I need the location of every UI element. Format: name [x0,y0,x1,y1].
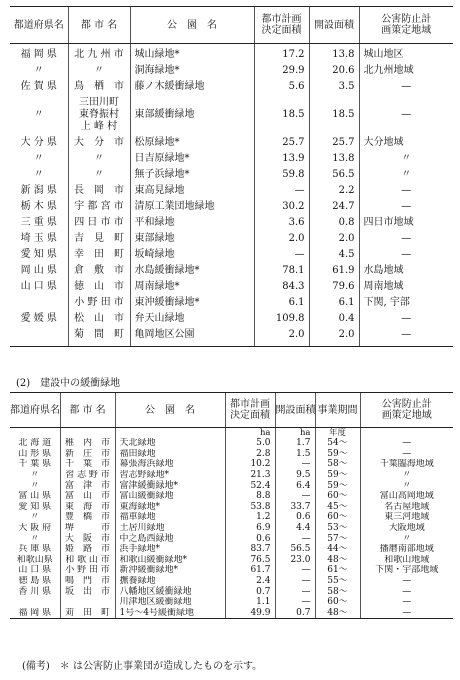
table-cell: 山 口 県 [20,281,57,292]
table-cell: 播磨南部地域 [360,544,453,555]
table-cell: 58〜 [315,459,360,470]
table-cell: 亀岡地区公園 [130,327,254,347]
table-cell: 4.5 [309,247,359,263]
table-row [10,79,453,95]
table-cell: 周南地域 [359,279,453,295]
table-cell: 〃 [68,167,130,183]
table-cell: 堺 市 [60,523,115,534]
table-cell: 〃 [360,470,453,481]
table-cell: — [275,459,315,470]
table-row [10,480,453,491]
t1-header-1: 都 市 名 [68,7,130,44]
table-row [10,597,453,608]
table-cell: 平和緑地 [130,215,254,231]
table-cell: 13.8 [309,44,359,64]
table-row [10,263,453,279]
table-row [10,167,453,183]
table-cell: 徳 山 市 [68,279,130,295]
table-cell: 53〜 [315,523,360,534]
table-cell: 習志野緑地* [115,470,225,481]
table-cell: 〃 [68,151,130,167]
table-cell: 18.5 [254,95,309,135]
table-cell: 八幡地区緩衝緑地 [115,586,225,597]
table-row [10,491,453,502]
table-cell: — [360,438,453,449]
table-cell: 大分地域 [359,135,453,151]
table-cell: 17.2 [254,44,309,64]
table-cell: 57〜 [315,533,360,544]
table-cell: 109.8 [254,311,309,327]
table-cell [10,327,68,347]
table-cell: 坂崎緑地 [130,247,254,263]
table-cell: 6.9 [225,523,275,534]
table-cell: 日吉原緑地* [130,151,254,167]
table-row [10,449,453,460]
table-cell: 習 志 野 市 [60,470,115,481]
table-row [10,459,453,470]
table-cell: 浜手緑地* [115,544,225,555]
table-row [10,565,453,576]
unit-cell: ha [275,428,315,439]
table-cell: 城山緑地* [130,44,254,64]
table-cell: 49.9 [225,608,275,619]
table-cell: — [359,311,453,327]
table-cell: 大阪地域 [360,523,453,534]
table-cell: 洞海緑地* [130,63,254,79]
table-cell: 千 葉 県 [18,459,52,470]
table-cell: 幕張海浜緑地 [115,459,225,470]
table-cell: 3.6 [254,215,309,231]
table-cell: 1.2 [225,512,275,523]
table-cell: 倉 敷 市 [68,263,130,279]
table-cell: — [254,183,309,199]
unit-cell [115,428,225,439]
table-cell: 千 葉 市 [60,459,115,470]
table-cell: 藤ノ木緩衝緑地 [130,79,254,95]
table-cell: 苅 田 町 [60,608,115,619]
table-cell: 13.8 [309,151,359,167]
table-cell: — [254,247,309,263]
table-cell: 埼 玉 県 [20,233,57,244]
table-cell: 水島地域 [359,263,453,279]
table-cell: 三 重 県 [20,217,57,228]
table-cell: 川津地区緩衝緑地 [115,597,225,608]
table-cell: 四 日 市 市 [68,215,130,231]
table-cell: — [360,449,453,460]
table-row [10,523,453,534]
table-row [10,44,453,64]
table-cell: 松 山 市 [68,311,130,327]
table-cell: 四日市地域 [359,215,453,231]
table-cell: 無子浜緑地* [130,167,254,183]
table-row [10,533,453,544]
table-cell: 長 岡 市 [68,183,130,199]
table-cell: 2.2 [309,183,359,199]
table-row [10,135,453,151]
table-row [10,544,453,555]
table-row [10,247,453,263]
table-cell: 33.7 [275,502,315,513]
table-cell: 名古屋地域 [360,502,453,513]
table-cell: 60〜 [315,597,360,608]
unit-cell [360,428,453,439]
table-cell: 東 海 市 [60,502,115,513]
unit-row [10,428,453,439]
table-cell: — [359,79,453,95]
table-cell: 53.8 [225,502,275,513]
table-cell: 〃 [33,65,44,76]
table-cell: 23.0 [275,555,315,566]
table-cell: 栃 木 県 [20,201,57,212]
table-cell: 佐 賀 県 [20,81,57,92]
table-row [10,438,453,449]
table-cell: 富 津 市 [60,480,115,491]
table-cell: 撫養緑地 [115,576,225,587]
table-cell: 13.9 [254,151,309,167]
table-cell: 和 歌 山 市 [60,555,115,566]
table-row [10,311,453,327]
table-cell: — [275,597,315,608]
table-cell: 北 海 道 [18,438,52,449]
table-cell: 福 岡 県 [10,608,60,619]
table-cell: 79.6 [309,279,359,295]
table-cell: 0.8 [309,215,359,231]
table-row [10,608,453,619]
table-cell: 54〜 [315,438,360,449]
table-row [10,502,453,513]
table-cell: 菊 間 町 [68,327,130,347]
table-cell: 山 口 県 [18,565,52,576]
table-cell: 2.0 [254,231,309,247]
table-cell: 55〜 [315,576,360,587]
table-cell: 富山高岡地域 [360,491,453,502]
table-cell: — [360,608,453,619]
table-cell: 福田緑地 [115,449,225,460]
table-cell: 〃 [30,470,40,481]
table-cell: 0.6 [225,533,275,544]
table-cell: 下関, 宇部 [359,295,453,311]
table-cell: — [360,576,453,587]
table-cell: 1.7 [275,438,315,449]
t1-header-3: 都市計画 決定面積 [254,7,309,44]
table-cell: 1.5 [275,449,315,460]
table-cell: 2.0 [309,327,359,347]
table-row [10,183,453,199]
table-cell: 三田川町 東脊振村 上 峰 村 [68,95,130,135]
table-cell: 福車緑地 [115,512,225,523]
table-cell: 富山緩衝緑地 [115,491,225,502]
table-cell: 兵 庫 県 [18,544,52,555]
unit-cell: ha [225,428,275,439]
unit-cell: 年度 [315,428,360,439]
table-cell: — [360,597,453,608]
table-cell: 東高見緑地 [130,183,254,199]
table-cell: 大 分 県 [20,137,57,148]
table-cell: 〃 [30,480,40,491]
table-cell: 東部緑地 [130,231,254,247]
table-cell: 29.9 [254,63,309,79]
table-row [10,327,453,347]
table-cell: 山 形 県 [18,448,52,459]
table-cell: 52.4 [225,480,275,491]
table-cell: 20.6 [309,63,359,79]
table-cell: 坂 出 市 [60,586,115,597]
table-cell: 東部緩衝緑地 [130,95,254,135]
table-cell: 新 庄 市 [60,449,115,460]
table-cell: 2.0 [309,231,359,247]
unit-cell [60,428,115,439]
table-row [10,512,453,523]
table-cell: 2.8 [225,449,275,460]
table-cell: 6.1 [254,295,309,311]
table-cell: 44〜 [315,544,360,555]
table-row [10,215,453,231]
t2-header-6: 公害防止計 画策定地域 [360,393,453,428]
table-cell: 59.8 [254,167,309,183]
table-cell: 千葉臨海地域 [360,459,453,470]
table-cell: 18.5 [309,95,359,135]
table-cell: 和歌山地域 [360,555,453,566]
table-cell: 61.9 [309,263,359,279]
table-cell: 大 阪 市 [60,533,115,544]
table-cell: 2.0 [254,327,309,347]
table-cell: 富 山 県 [18,491,52,502]
table-cell: 8.8 [225,491,275,502]
table-cell: 〃 [30,533,40,544]
t2-header-3: 都市計画 決定面積 [225,393,275,428]
table-row [10,231,453,247]
table-cell: 1号〜4号緩衝緑地 [115,608,225,619]
table-cell: — [359,199,453,215]
table-cell: 新 潟 県 [20,185,57,196]
table-cell: 2.4 [225,576,275,587]
table-cell: 9.5 [275,470,315,481]
table-cell: 6.1 [309,295,359,311]
table-cell: 59〜 [315,449,360,460]
table-cell: 愛 知 県 [18,501,52,512]
section-title: (2) 建設中の緩衝緑地 [16,378,121,389]
table-row [10,279,453,295]
table-cell: 豊 橋 市 [60,512,115,523]
table-cell: 周南緑地* [130,279,254,295]
table-cell: 宇 都 宮 市 [68,199,130,215]
table-cell: 3.5 [309,79,359,95]
table-cell: 東三河地域 [360,512,453,523]
table-cell: 24.7 [309,199,359,215]
table-cell: 84.3 [254,279,309,295]
table-cell [10,295,68,311]
table-row [10,470,453,481]
table-cell: 59〜 [315,470,360,481]
table-cell: — [359,95,453,135]
table-cell: 富 山 市 [60,491,115,502]
table-cell: 徳 島 県 [18,576,52,587]
table-cell: 〃 [33,169,44,180]
table-row [10,199,453,215]
table-cell: 岡 山 県 [20,265,57,276]
t1-header-0: 都道府県名 [10,7,68,44]
table-cell: 〃 [360,480,453,491]
t1-header-5: 公害防止計 画策定地域 [359,7,453,44]
table-cell: 48〜 [315,608,360,619]
table-cell: 和歌山緩衝緑地* [115,555,225,566]
table-cell: — [275,576,315,587]
table-cell: 東海緑地* [115,502,225,513]
table-cell: 〃 [68,63,130,79]
table-cell: — [275,491,315,502]
table-cell: — [275,586,315,597]
under-construction-buffer-green-table [10,392,453,619]
table-cell: 45〜 [315,502,360,513]
table-cell: 59〜 [315,480,360,491]
table-cell: 天北緑地 [115,438,225,449]
table-cell: 吉 見 町 [68,231,130,247]
t2-header-1: 都 市 名 [60,393,115,428]
table-cell: 0.7 [275,608,315,619]
table-cell: 1.1 [225,597,275,608]
table-cell: 福 岡 県 [20,49,57,60]
t1-header-2: 公 園 名 [130,7,254,44]
table-cell: 0.7 [225,586,275,597]
table-cell: 25.7 [309,135,359,151]
table-cell: 78.1 [254,263,309,279]
table-row [10,586,453,597]
table-cell: 土居川緑地 [115,523,225,534]
table-cell: 中之島西緑地 [115,533,225,544]
table-cell: 60〜 [315,512,360,523]
table-cell: 5.6 [254,79,309,95]
table-cell: 61.7 [225,565,275,576]
t2-header-5: 事業期間 [315,393,360,428]
table-cell: 83.7 [225,544,275,555]
table-cell: 58〜 [315,586,360,597]
table-cell: 61〜 [315,565,360,576]
table-row [10,95,453,135]
table-cell: 10.2 [225,459,275,470]
remarks-note: (備考) ＊ は公害防止事業団が造成したものを示す。 [22,661,263,672]
table-cell: 愛 知 県 [20,249,57,260]
table-cell: 60〜 [315,491,360,502]
table-cell: 小 野 田 市 [60,565,115,576]
table-cell: 北 九 州 市 [68,44,130,64]
table-cell: 〃 [360,533,453,544]
table-cell [10,597,60,608]
table-cell: 〃 [359,151,453,167]
table-cell: 富津緩衝緑地* [115,480,225,491]
table-cell: 56.5 [275,544,315,555]
table-cell: 〃 [359,167,453,183]
table-cell: — [359,183,453,199]
table-cell: 鳴 門 市 [60,576,115,587]
table-cell: 0.4 [309,311,359,327]
table-cell: 弁天山緑地 [130,311,254,327]
table-cell: — [359,231,453,247]
t1-header-4: 開設面積 [309,7,359,44]
table-cell: 25.7 [254,135,309,151]
table-cell: 幸 田 町 [68,247,130,263]
table-cell: 小 野 田 市 [68,295,130,311]
table-cell: 21.3 [225,470,275,481]
table-cell: 水島緩衝緑地* [130,263,254,279]
table-cell: — [275,565,315,576]
table-cell: 0.6 [275,512,315,523]
table-cell: 愛 媛 県 [20,313,57,324]
t2-header-0: 都道府県名 [10,393,60,428]
table-cell [60,597,115,608]
table-cell: 〃 [30,512,40,523]
table-cell: 香 川 県 [18,586,52,597]
table-cell: — [275,533,315,544]
table-cell: — [359,247,453,263]
table-cell: 30.2 [254,199,309,215]
table-row [10,151,453,167]
t2-header-4: 開設面積 [275,393,315,428]
table-cell: 6.4 [275,480,315,491]
table-cell: 姫 路 市 [60,544,115,555]
table-cell: 48〜 [315,555,360,566]
table-cell: 〃 [33,109,44,120]
table-cell: 新沖緩衝緑地* [115,565,225,576]
table-cell: 和歌山県 [16,554,53,565]
table-cell: 鳥 栖 市 [68,79,130,95]
table-cell: 東沖緩衝緑地* [130,295,254,311]
table-row [10,295,453,311]
table-cell: 76.5 [225,555,275,566]
table-row [10,63,453,79]
unit-cell [10,428,60,439]
table-cell: 5.0 [225,438,275,449]
table-row [10,576,453,587]
table-cell: 城山地区 [359,44,453,64]
table-cell: 〃 [33,153,44,164]
completed-buffer-green-table [10,6,453,347]
table-cell: 4.4 [275,523,315,534]
table-cell: 松原緑地* [130,135,254,151]
table-cell: 下関・宇部地域 [360,565,453,576]
table-cell: 清原工業団地緑地 [130,199,254,215]
table-row [10,555,453,566]
table-cell: 56.5 [309,167,359,183]
table-cell: 稚 内 市 [60,438,115,449]
table-cell: — [360,586,453,597]
t2-header-2: 公 園 名 [115,393,225,428]
table-cell: — [359,327,453,347]
table-cell: 大 阪 府 [18,523,52,534]
table-cell: 大 分 市 [68,135,130,151]
table-cell: 北九州地域 [359,63,453,79]
